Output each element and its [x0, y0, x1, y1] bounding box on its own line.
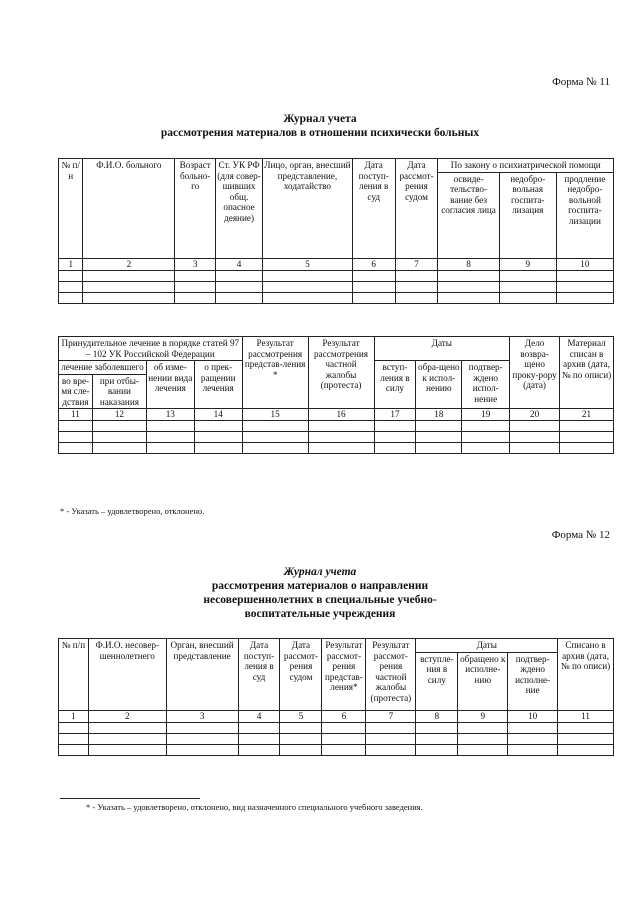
- col-number: 18: [416, 409, 462, 421]
- col-number: 14: [194, 409, 242, 421]
- col-number: 6: [322, 710, 366, 722]
- header-dates: Даты: [374, 337, 510, 361]
- header-archived: Списано в архив (дата, № по описи): [558, 639, 614, 711]
- header-archived: Материал списан в архив (дата, № по описи): [560, 337, 614, 409]
- table-row: [59, 421, 614, 432]
- header-change-treatment: об изме-нении вида лечения: [146, 361, 194, 409]
- col-number: 20: [510, 409, 560, 421]
- header-result-complaint: Результат рассмотрения частной жалобы (протеста): [308, 337, 374, 409]
- col-number: 13: [146, 409, 194, 421]
- col-number: 5: [280, 710, 322, 722]
- header-submitting-body: Орган, внесший представление: [166, 639, 238, 711]
- col-number: 5: [263, 258, 353, 270]
- header-result-complaint: Результат рассмот-рения частной жалобы (протеста): [366, 639, 416, 711]
- table-row: [59, 292, 614, 303]
- header-number: № п/п: [59, 639, 89, 711]
- table-row: [59, 281, 614, 292]
- header-patient-name: Ф.И.О. больного: [83, 159, 175, 259]
- table-row: [59, 733, 614, 744]
- col-number: 6: [352, 258, 395, 270]
- col-number: 9: [499, 258, 556, 270]
- col-number: 11: [59, 409, 93, 421]
- header-date-effective: вступле-ния в силу: [416, 652, 458, 710]
- form-11-label: Форма № 11: [552, 76, 610, 88]
- form-11-title-line-2: рассмотрения материалов в отношении психически больных: [160, 127, 480, 139]
- form-12-title-line-2: рассмотрения материалов о направлении: [211, 580, 429, 592]
- header-date-confirmed: подтвер-ждено исполне-ние: [508, 652, 558, 710]
- form-11-table-1: [58, 158, 614, 304]
- header-compulsory-treatment: Принудительное лечение в порядке статей 97 – 102 УК Российской Федерации: [59, 337, 243, 361]
- header-dates: Даты: [416, 639, 558, 653]
- header-stop-treatment: о прек-ращении лечения: [194, 361, 242, 409]
- col-number: 2: [88, 710, 166, 722]
- form-11-title-line-1: Журнал учета: [283, 113, 357, 125]
- col-number: 17: [374, 409, 416, 421]
- col-number: 21: [560, 409, 614, 421]
- header-serving-sentence: при отбы-вании наказания: [92, 374, 146, 409]
- header-result-submission: Результат рассмот-рения представ-ления*: [322, 639, 366, 711]
- header-extension: продление недобро-вольной госпита-лизации: [556, 172, 613, 258]
- col-number: 10: [556, 258, 613, 270]
- table-row: [59, 722, 614, 733]
- col-number: 15: [242, 409, 308, 421]
- table-row: [59, 270, 614, 281]
- header-returned-to-prosecutor: Дело возвра-щено проку-рору (дата): [510, 337, 560, 409]
- col-number: 8: [416, 710, 458, 722]
- header-receipt-date: Дата поступ-ления в суд: [352, 159, 395, 259]
- col-number: 1: [59, 710, 89, 722]
- header-criminal-code-article: Ст. УК РФ (для совер-шивших общ. опасное деяние): [216, 159, 263, 259]
- col-number: 10: [508, 710, 558, 722]
- col-number: 7: [395, 258, 438, 270]
- header-sick-treatment: лечение заболевшего: [59, 361, 147, 375]
- header-review-date: Дата рассмот-рения судом: [280, 639, 322, 711]
- form-11-footnote: * - Указать – удовлетворено, отклонено.: [60, 506, 205, 516]
- header-examination: освиде-тельство-вание без согласия лица: [438, 172, 499, 258]
- header-date-confirmed: подтвер-ждено испол-нение: [462, 361, 510, 409]
- header-receipt-date: Дата поступ-ления в суд: [238, 639, 280, 711]
- col-number: 12: [92, 409, 146, 421]
- header-date-sent: обращено к исполне-нию: [458, 652, 508, 710]
- table-row: [59, 432, 614, 443]
- table-row: [59, 744, 614, 755]
- header-number: № п/н: [59, 159, 83, 259]
- header-age: Возраст больно-го: [175, 159, 216, 259]
- header-involuntary-hospitalization: недобро-вольная госпита-лизация: [499, 172, 556, 258]
- col-number: 7: [366, 710, 416, 722]
- footnote-divider: [60, 798, 200, 799]
- col-number: 3: [166, 710, 238, 722]
- col-number: 11: [558, 710, 614, 722]
- table-row: [59, 443, 614, 454]
- col-number: 19: [462, 409, 510, 421]
- form-12-title-line-3: несовершеннолетних в специальные учебно-: [203, 594, 437, 606]
- form-11-table-2: [58, 336, 614, 454]
- form-12-title-line-4: воспитательные учреждения: [244, 608, 396, 620]
- form-12-footnote: * - Указать – удовлетворено, отклонено, вид назначенного специального учебного заведения.: [86, 802, 423, 812]
- form-12-label: Форма № 12: [551, 529, 610, 541]
- header-date-sent: обра-щено к испол-нению: [416, 361, 462, 409]
- form-12-table: [58, 638, 614, 756]
- header-date-effective: вступ-ления в силу: [374, 361, 416, 409]
- col-number: 9: [458, 710, 508, 722]
- header-during-investigation: во вре-мя сле-дствия: [59, 374, 93, 409]
- col-number: 3: [175, 258, 216, 270]
- form-12-title-line-1: Журнал учета: [283, 566, 357, 578]
- col-number: 8: [438, 258, 499, 270]
- col-number: 16: [308, 409, 374, 421]
- col-number: 2: [83, 258, 175, 270]
- col-number: 4: [238, 710, 280, 722]
- header-minor-name: Ф.И.О. несовер-шеннолетнего: [88, 639, 166, 711]
- col-number: 1: [59, 258, 83, 270]
- col-number: 4: [216, 258, 263, 270]
- header-submitting-party: Лицо, орган, внесший представление, ходатайство: [263, 159, 353, 259]
- header-result-submission: Результат рассмотрения представ-ления *: [242, 337, 308, 409]
- header-psychiatric-law: По закону о психиатрической помощи: [438, 159, 614, 173]
- header-review-date: Дата рассмот-рения судом: [395, 159, 438, 259]
